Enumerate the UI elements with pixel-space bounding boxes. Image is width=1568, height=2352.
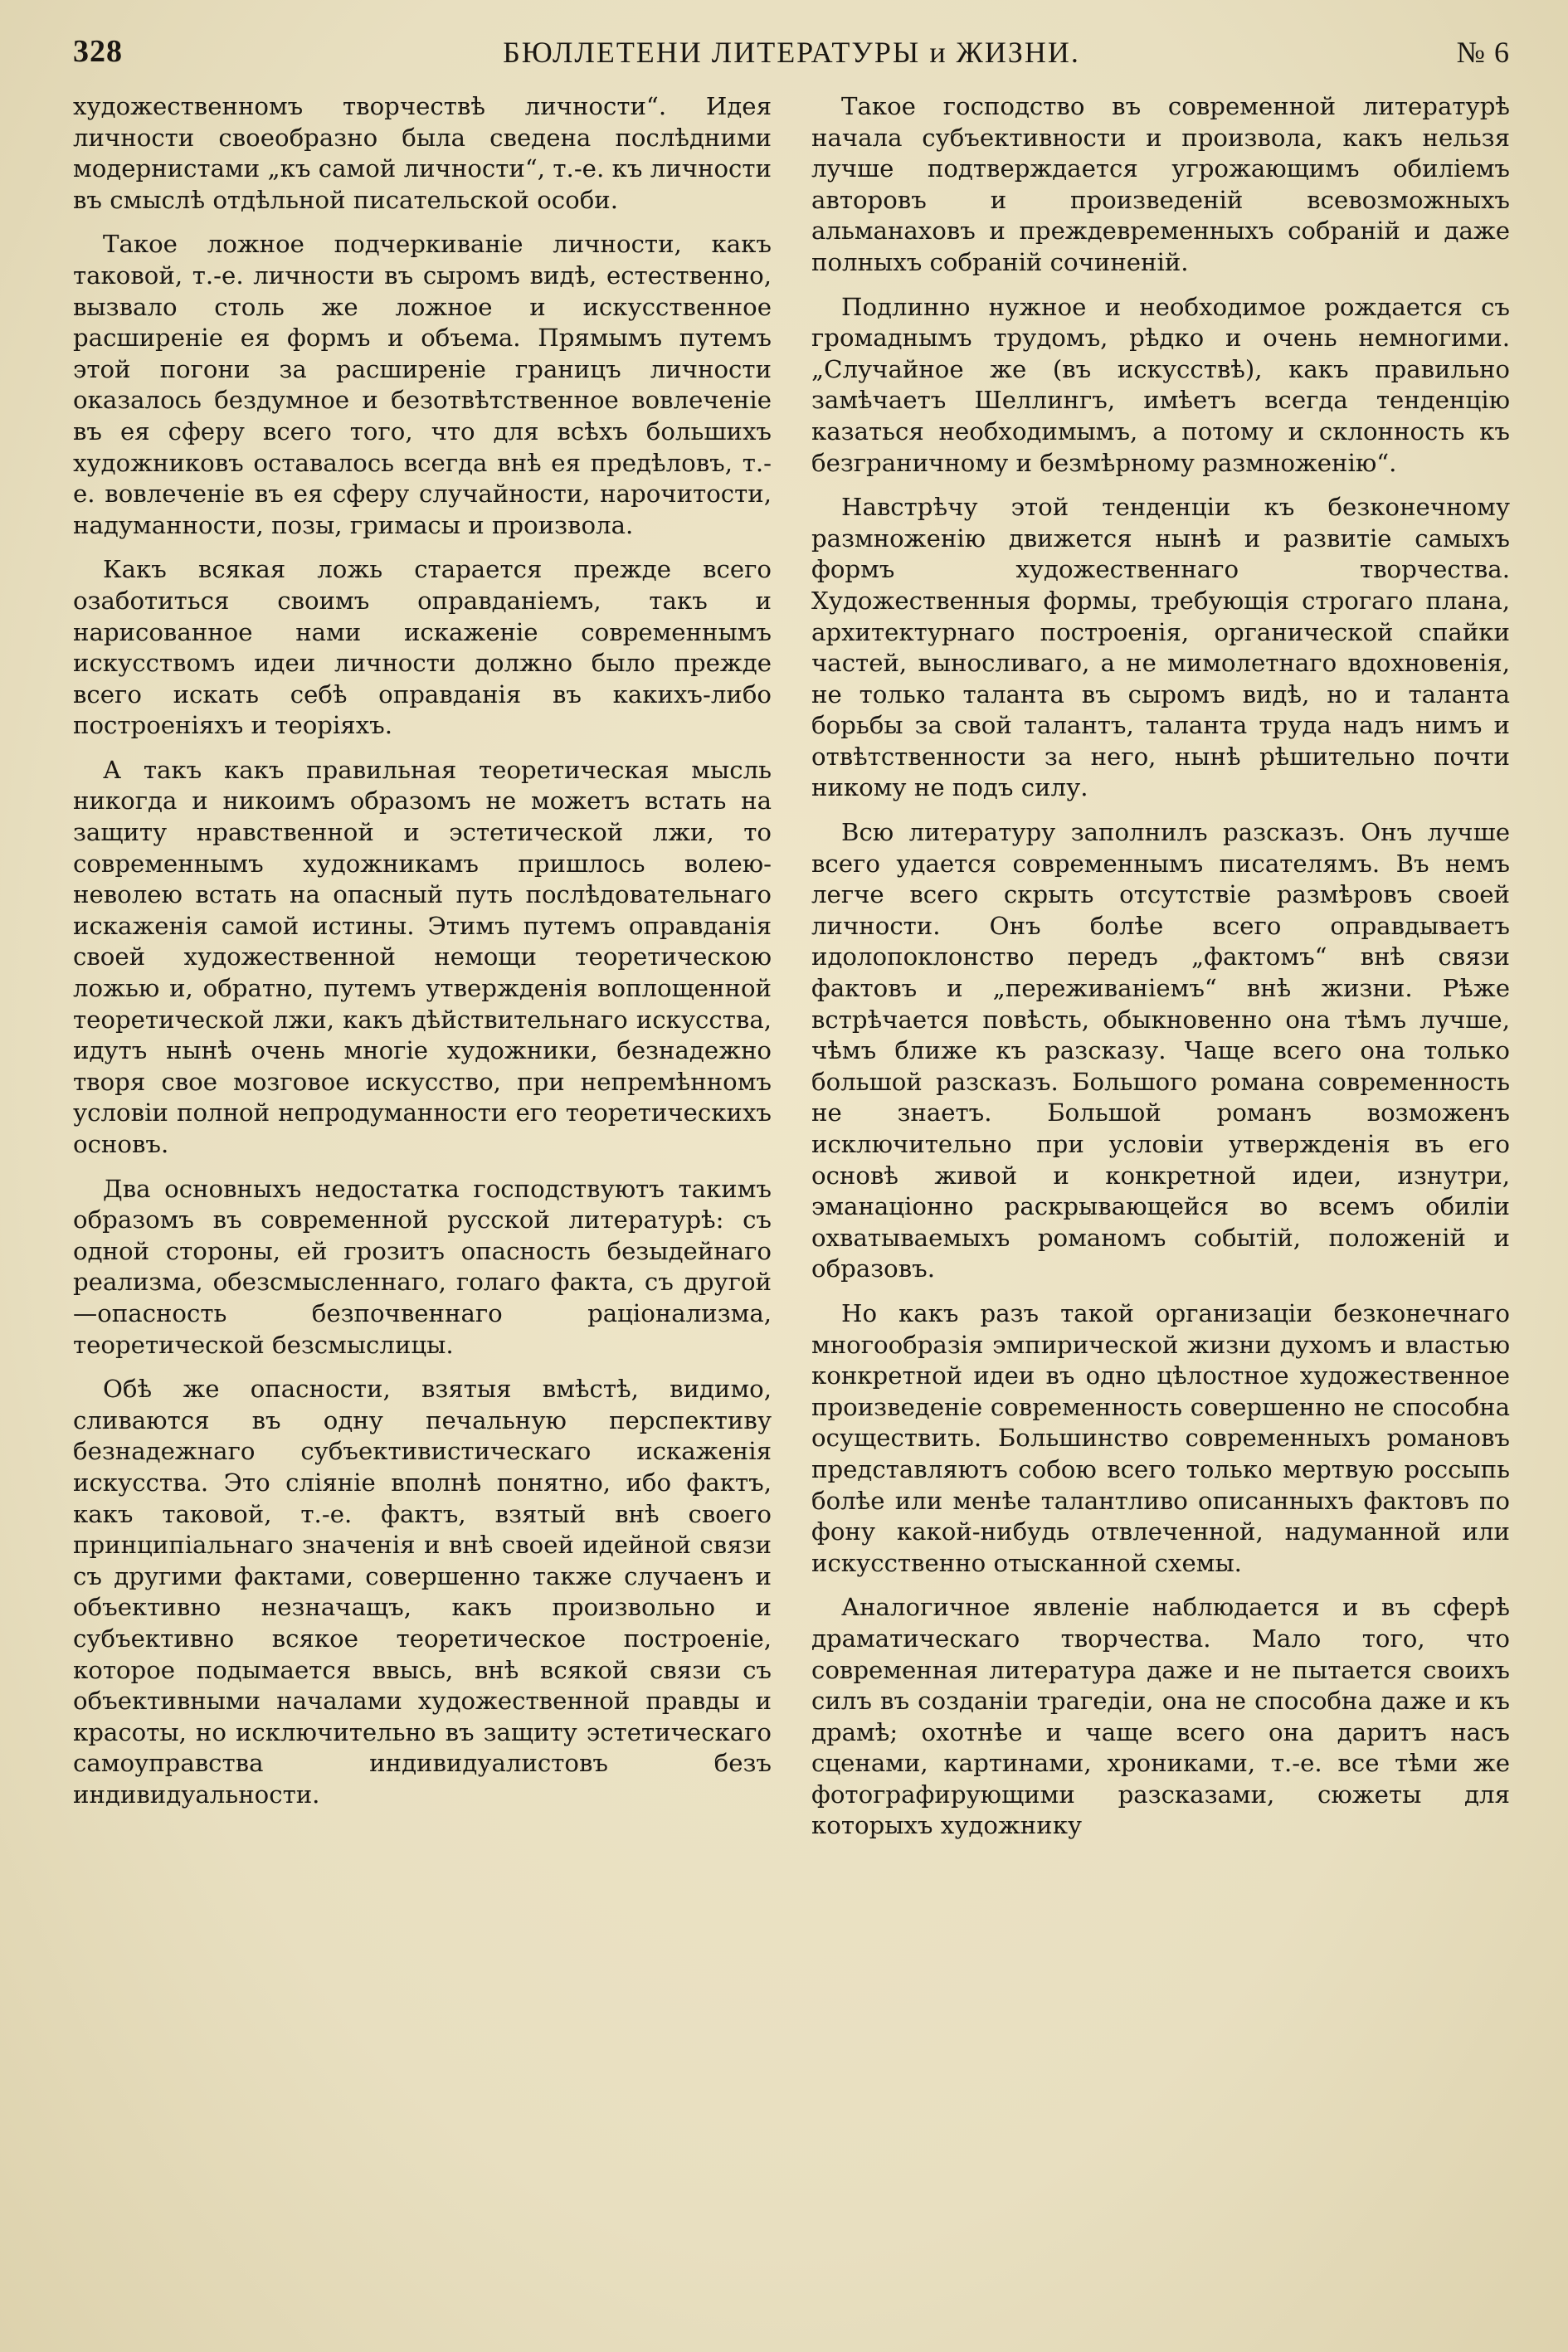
right-column	[811, 91, 1510, 1855]
paragraph: Обѣ же опасности, взятыя вмѣстѣ, видимо, сливаются въ одну печальную перспективу безнадежнаго субъективистическаго искаженія искусства. Это сліяніе вполнѣ понятно, ибо фактъ, какъ таковой, т.-е. фактъ, взятый внѣ своего принципіальнаго значенія и внѣ своей идейной связи съ другими фактами, совершенно также случаенъ и объективно незначащъ, какъ произвольно и субъективно всякое теоретическое построеніе, которое подымается ввысь, внѣ всякой связи съ объективными началами художественной правды и красоты, но исключительно въ защиту эстетическаго самоуправства индивидуалистовъ безъ индивидуальности.	[73, 1375, 772, 1809]
text-columns	[73, 91, 1510, 1855]
paragraph: А такъ какъ правильная теоретическая мысль никогда и никоимъ образомъ не можетъ встать на защиту нравственной и эстетической лжи, то современнымъ художникамъ пришлось волею-неволею встать на опасный путь послѣдовательнаго искаженія самой истины. Этимъ путемъ оправданія своей художественной немощи теоретическою ложью и, обратно, путемъ утвержденія воплощенной теоретической лжи, какъ дѣйствительнаго искусства, идутъ нынѣ очень многіе художники, безнадежно творя свое мозговое искусство, при непремѣнномъ условіи полной непродуманности его теоретическихъ основъ.	[73, 755, 772, 1158]
paragraph: Аналогичное явленіе наблюдается и въ сферѣ драматическаго творчества. Мало того, что современная литература даже и не пытается своихъ силъ въ созданіи трагедіи, она не способна даже и къ драмѣ; охотнѣе и чаще всего она даритъ насъ сценами, картинами, хрониками, т.-е. все тѣми же фотографирующими разсказами, сюжеты для которыхъ художнику	[811, 1593, 1510, 1840]
paragraph: Но какъ разъ такой организаціи безконечнаго многообразія эмпирической жизни духомъ и властью конкретной идеи въ одно цѣлостное художественное произведеніе современность совершенно не способна осуществить. Большинство современныхъ романовъ представляютъ собою всего только мертвую россыпь болѣе или менѣе талантливо описанныхъ фактовъ по фону какой-нибудь отвлеченной, надуманной или искусственно отысканной схемы.	[811, 1298, 1510, 1577]
paragraph: Какъ всякая ложь старается прежде всего озаботиться своимъ оправданіемъ, такъ и нарисованное нами искаженіе современнымъ искусствомъ идеи личности должно было прежде всего искать себѣ оправданія въ какихъ-либо построеніяхъ и теоріяхъ.	[73, 555, 772, 740]
paragraph: Два основныхъ недостатка господствуютъ такимъ образомъ въ современной русской литературѣ: съ одной стороны, ей грозитъ опасность безыдейнаго реализма, обезсмысленнаго, голаго факта, съ другой—опасность безпочвеннаго раціонализма, теоретической безсмыслицы.	[73, 1174, 772, 1359]
paragraph: Подлинно нужное и необходимое рождается съ громаднымъ трудомъ, рѣдко и очень немногими. „Случайное же (въ искусствѣ), какъ правильно замѣчаетъ Шеллингъ, имѣетъ всегда тенденцію казаться необходимымъ, а потому и склонность къ безграничному и безмѣрному размноженію“.	[811, 292, 1510, 477]
page-header	[73, 32, 1510, 85]
paragraph: художественномъ творчествѣ личности“. Идея личности своеобразно была сведена послѣдними модернистами „къ самой личности“, т.-е. къ личности въ смыслѣ отдѣльной писательской особи.	[73, 92, 772, 214]
paragraph: Такое господство въ современной литературѣ начала субъективности и произвола, какъ нельзя лучше подтверждается угрожающимъ обиліемъ авторовъ и произведеній всевозможныхъ альманаховъ и преждевременныхъ собраній и даже полныхъ собраній сочиненій.	[811, 92, 1510, 276]
left-column	[73, 91, 772, 1855]
page-number: 328	[73, 34, 123, 69]
running-title: БЮЛЛЕТЕНИ ЛИТЕРАТУРЫ и ЖИЗНИ.	[503, 36, 1080, 69]
issue-number: № 6	[1456, 36, 1510, 69]
paragraph: Навстрѣчу этой тенденціи къ безконечному размноженію движется нынѣ и развитіе самыхъ формъ художественнаго творчества. Художественныя формы, требующія строгаго плана, архитектурнаго построенія, органической спайки частей, выносливаго, а не мимолетнаго вдохновенія, не только таланта въ сыромъ видѣ, но и таланта борьбы за свой талантъ, таланта труда надъ нимъ и отвѣтственности за него, нынѣ рѣшительно почти никому не подъ силу.	[811, 493, 1510, 802]
paragraph: Всю литературу заполнилъ разсказъ. Онъ лучше всего удается современнымъ писателямъ. Въ немъ легче всего скрыть отсутствіе размѣровъ своей личности. Онъ болѣе всего оправдываетъ идолопоклонство передъ „фактомъ“ внѣ связи фактовъ и „переживаніемъ“ внѣ жизни. Рѣже встрѣчается повѣсть, обыкновенно она тѣмъ лучше, чѣмъ ближе къ разсказу. Чаще всего она только большой разсказъ. Большого романа современность не знаетъ. Большой романъ возможенъ исключительно при условіи утвержденія въ его основѣ живой и конкретной идеи, изнутри, эманаціонно раскрывающейся во всемъ обиліи охватываемыхъ романомъ событій, положеній и образовъ.	[811, 818, 1510, 1283]
paragraph: Такое ложное подчеркиваніе личности, какъ таковой, т.-е. личности въ сыромъ видѣ, естественно, вызвало столь же ложное и искусственное расширеніе ея формъ и объема. Прямымъ путемъ этой погони за расширеніе границъ личности оказалось бездумное и безотвѣтственное вовлеченіе въ ея сферу всего того, что для всѣхъ большихъ художниковъ оставалось всегда внѣ ея предѣловъ, т.-е. вовлеченіе въ ея сферу случайности, нарочитости, надуманности, позы, гримасы и произвола.	[73, 230, 772, 539]
